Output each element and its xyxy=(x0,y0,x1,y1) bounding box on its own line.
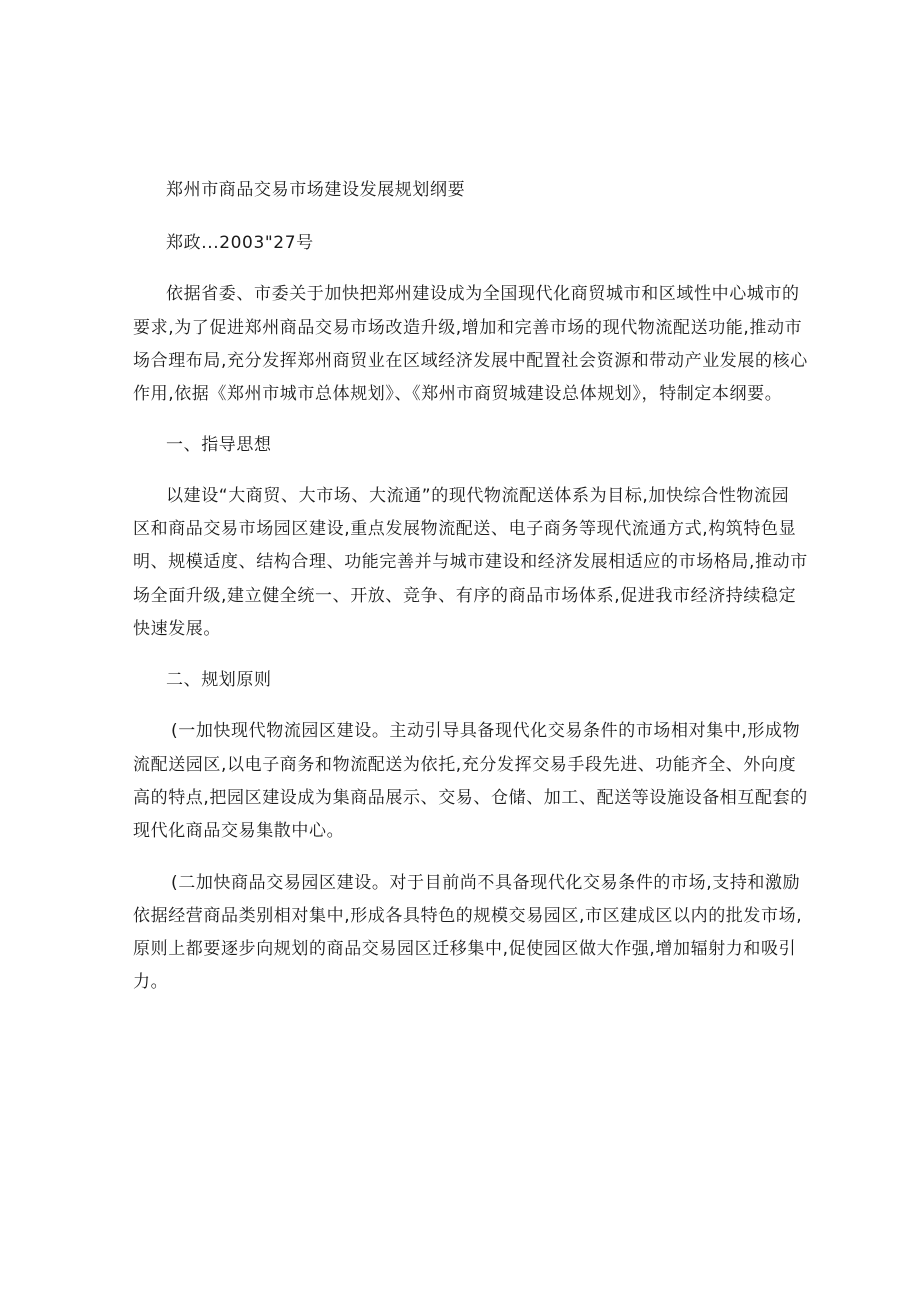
paragraph-line: (二加快商品交易园区建设。对于目前尚不具备现代化交易条件的市场,支持和激励 xyxy=(171,873,801,893)
section-heading-guiding-ideology: 一、指导思想 xyxy=(166,435,272,455)
paragraph-line: 以建设“大商贸、大市场、大流通”的现代物流配送体系为目标,加快综合性物流园 xyxy=(166,486,790,506)
section-heading-planning-principles: 二、规划原则 xyxy=(166,670,272,690)
paragraph-line: (一加快现代物流园区建设。主动引导具备现代化交易条件的市场相对集中,形成物 xyxy=(171,721,801,741)
document-number: 郑政...2003"27号 xyxy=(166,233,314,253)
paragraph-line: 明、规模适度、结构合理、功能完善并与城市建设和经济发展相适应的市场格局,推动市 xyxy=(133,552,808,572)
paragraph-line: 快速发展。 xyxy=(133,619,221,639)
paragraph-line: 高的特点,把园区建设成为集商品展示、交易、仓储、加工、配送等设施设备相互配套的 xyxy=(133,788,808,808)
document-title: 郑州市商品交易市场建设发展规划纲要 xyxy=(166,180,466,200)
paragraph-line: 区和商品交易市场园区建设,重点发展物流配送、电子商务等现代流通方式,构筑特色显 xyxy=(133,519,797,539)
paragraph-line: 力。 xyxy=(133,972,169,992)
paragraph-line: 现代化商品交易集散中心。 xyxy=(133,821,345,841)
paragraph-line: 依据经营商品类别相对集中,形成各具特色的规模交易园区,市区建成区以内的批发市场, xyxy=(133,906,803,926)
paragraph-line: 依据省委、市委关于加快把郑州建设成为全国现代化商贸城市和区域性中心城市的 xyxy=(166,284,800,304)
paragraph-line: 原则上都要逐步向规划的商品交易园区迁移集中,促使园区做大作强,增加辐射力和吸引 xyxy=(133,939,797,959)
paragraph-line: 场合理布局,充分发挥郑州商贸业在区域经济发展中配置社会资源和带动产业发展的核心 xyxy=(133,351,808,371)
paragraph-line: 流配送园区,以电子商务和物流配送为依托,充分发挥交易手段先进、功能齐全、外向度 xyxy=(133,755,797,775)
paragraph-line: 场全面升级,建立健全统一、开放、竞争、有序的商品市场体系,促进我市经济持续稳定 xyxy=(133,586,797,606)
paragraph-line: 要求,为了促进郑州商品交易市场改造升级,增加和完善市场的现代物流配送功能,推动市 xyxy=(133,318,803,338)
paragraph-line: 作用,依据《郑州市城市总体规划》、《郑州市商贸城建设总体规划》，特制定本纲要。 xyxy=(133,384,783,404)
